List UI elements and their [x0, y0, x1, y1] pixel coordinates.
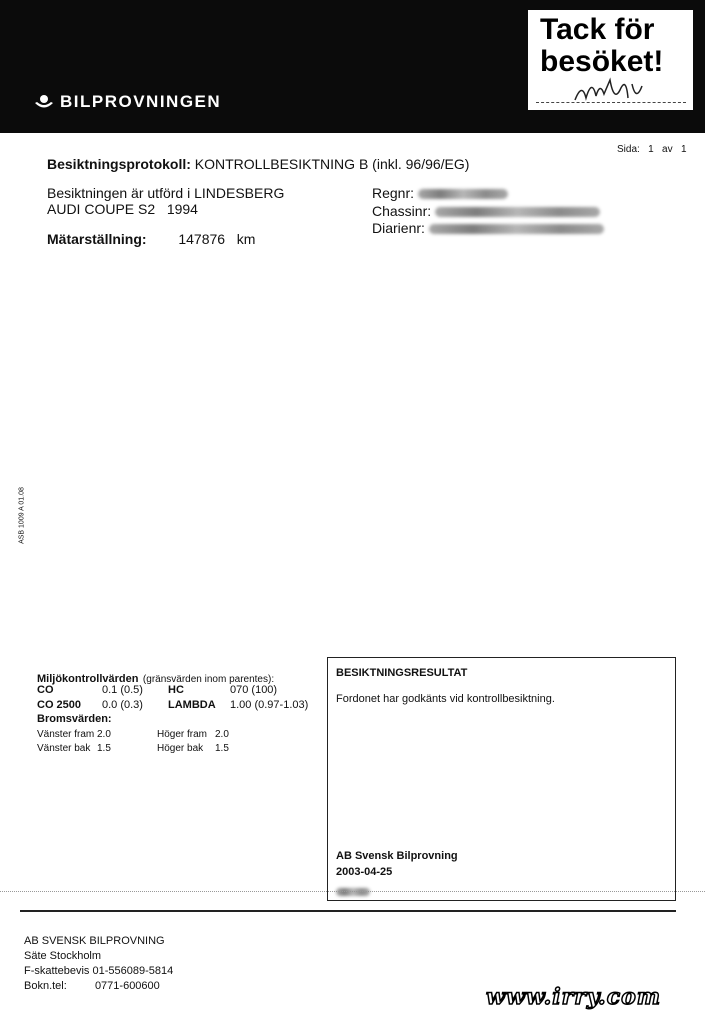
result-company: AB Svensk Bilprovning: [336, 850, 458, 862]
diarienr-label: Diarienr:: [372, 220, 425, 236]
regnr-redacted: [418, 189, 508, 199]
co2500-value: 0.0 (0.3): [102, 699, 143, 711]
footer-company: AB SVENSK BILPROVNING: [24, 935, 165, 947]
inspector-redacted: [336, 883, 370, 901]
watermark: www.irry.com: [486, 984, 662, 1010]
thanks-text: [540, 14, 690, 78]
brake-hb-label: Höger bak: [157, 743, 204, 754]
emissions-subtitle: (gränsvärden inom parentes):: [142, 674, 275, 685]
footer-seat: Säte Stockholm: [24, 950, 102, 962]
footer-booking: [24, 980, 160, 992]
page-total: 1: [680, 144, 687, 155]
co-value: 0.1 (0.5): [102, 684, 143, 696]
page-indicator: [617, 144, 687, 155]
lambda-value: 1.00 (0.97-1.03): [230, 699, 309, 711]
diarienr-line: [372, 220, 604, 236]
booking-label: Bokn.tel:: [24, 980, 67, 992]
brand-logo-icon: [34, 94, 54, 110]
signature-icon: [570, 72, 660, 106]
emissions-title: Miljökontrollvärden: [37, 673, 139, 685]
result-title: BESIKTNINGSRESULTAT: [336, 667, 468, 679]
brake-vb-label: Vänster bak: [37, 743, 91, 754]
chassinr-label: Chassinr:: [372, 203, 432, 219]
footer-rule: [20, 910, 676, 912]
co2500-label: CO 2500: [37, 699, 82, 711]
page-number: 1: [648, 144, 654, 155]
hc-value: 070 (100): [230, 684, 278, 696]
odometer-line: [47, 231, 255, 247]
diarienr-redacted: [429, 224, 604, 234]
protocol-value: KONTROLLBESIKTNING B (inkl. 96/96/EG): [194, 156, 470, 172]
odometer-label: Mätarställning:: [47, 231, 147, 247]
brand-name: BILPROVNINGEN: [60, 92, 222, 111]
regnr-line: [372, 185, 508, 201]
signature-line: [536, 102, 686, 103]
inspection-location: Besiktningen är utförd i LINDESBERG: [47, 185, 285, 201]
odometer-unit: km: [236, 231, 256, 247]
thanks-line-2: besöket!: [540, 45, 664, 78]
booking-value: 0771-600600: [94, 980, 160, 992]
page-of-label: av: [662, 144, 673, 155]
vehicle-year: 1994: [166, 201, 198, 217]
form-code: ASB 1009 A 01.08: [18, 487, 26, 544]
lambda-label: LAMBDA: [168, 699, 216, 711]
vehicle-model: AUDI COUPE S2: [47, 201, 156, 217]
cut-line: [0, 891, 705, 892]
brake-hf-value: 2.0: [215, 729, 229, 740]
chassinr-redacted: [435, 207, 600, 217]
brakes-title: Bromsvärden:: [37, 713, 112, 725]
co-label: CO: [37, 684, 54, 696]
vehicle-model-line: [47, 201, 198, 217]
brand-logo: [34, 92, 221, 112]
brake-vf-value: 2.0: [97, 729, 111, 740]
thanks-line-1: Tack för: [540, 13, 655, 46]
protocol-line: [47, 156, 469, 172]
brake-vf-label: Vänster fram: [37, 729, 95, 740]
footer-tax: F-skattebevis 01-556089-5814: [24, 965, 174, 977]
result-date: 2003-04-25: [336, 866, 393, 878]
brake-hb-value: 1.5: [215, 743, 229, 754]
chassinr-line: [372, 203, 600, 219]
result-text: Fordonet har godkänts vid kontrollbesiktning.: [336, 693, 555, 705]
odometer-value: 147876: [178, 231, 226, 247]
brake-vb-value: 1.5: [97, 743, 111, 754]
protocol-label: Besiktningsprotokoll:: [47, 156, 191, 172]
page-label: Sida:: [617, 144, 640, 155]
hc-label: HC: [168, 684, 184, 696]
brake-hf-label: Höger fram: [157, 729, 208, 740]
regnr-label: Regnr:: [372, 185, 415, 201]
